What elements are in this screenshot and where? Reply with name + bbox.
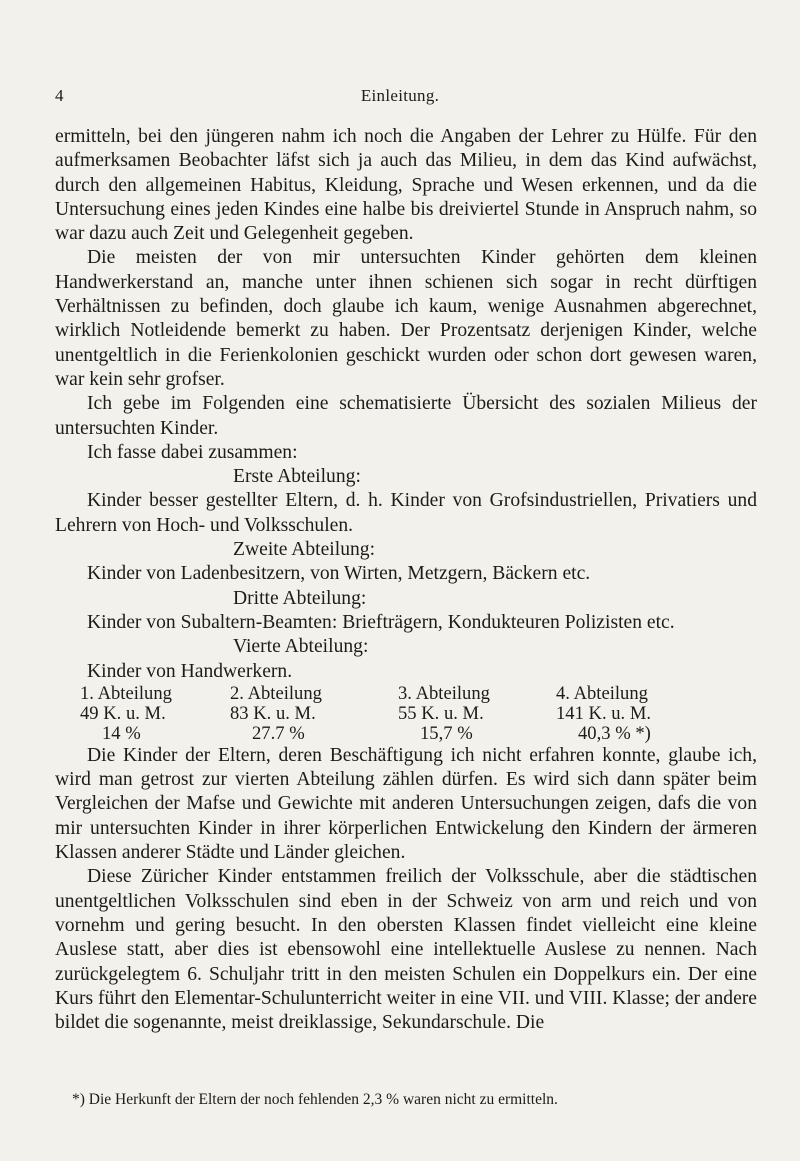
stats-label: 1. Abteilung — [80, 682, 172, 704]
stats-count: 83 K. u. M. — [230, 702, 316, 724]
stats-label-row — [80, 684, 700, 704]
stats-label: 2. Abteilung — [230, 682, 322, 704]
page-number: 4 — [55, 86, 64, 105]
running-head: Einleitung. — [360, 86, 440, 105]
stats-percent-row — [80, 724, 700, 744]
category-heading: Vierte Abteilung: — [233, 636, 369, 658]
stats-count: 55 K. u. M. — [398, 702, 484, 724]
stats-label: 4. Abteilung — [556, 682, 648, 704]
stats-label: 3. Abteilung — [398, 682, 490, 704]
category-heading: Dritte Abteilung: — [233, 587, 367, 609]
stats-count-row — [80, 704, 700, 724]
category-description: Kinder von Ladenbesitzern, von Wirten, Metzgern, Bäckern etc. — [87, 563, 591, 585]
paragraph: Diese Züricher Kinder entstammen freilich der Volksschule, aber die städtischen unentgeltlichen Volksschulen sind eben in der Schweiz von arm und reich und von vornehm und gering besucht. In den obersten Klassen findet vielleicht eine kleine Auslese statt, aber dies ist ebensowohl eine intellektuelle Auslese zu nennen. Nach zurückgelegtem 6. Schuljahr tritt in den meisten Schulen ein Doppelkurs ein. Der eine Kurs führt den Elementar-Schulunterricht weiter in eine VII. und VIII. Klasse; der andere bildet die sogenannte, meist dreiklassige, Sekundarschule. Die — [55, 866, 757, 1034]
category-description: Kinder von Handwerkern. — [87, 660, 293, 682]
paragraph: Die Kinder der Eltern, deren Beschäftigung ich nicht erfahren konnte, glaube ich, wird man getrost zur vierten Abteilung zählen dürfen. Es wird sich dann später beim Vergleichen der Mafse und Gewichte mit anderen Untersuchungen zeigen, dafs die von mir untersuchten Kinder in ihrer körperlichen Entwickelung den Kindern der ärmeren Klassen anderer Städte und Länder gleichen. — [55, 744, 757, 864]
stats-percent: 15,7 % — [420, 722, 473, 744]
category-heading: Zweite Abteilung: — [233, 539, 376, 561]
paragraph: Die meisten der von mir untersuchten Kinder gehörten dem kleinen Handwerkerstand an, manche unter ihnen schienen sich sogar in recht dürftigen Verhältnissen zu befinden, doch glaube ich kaum, wenige Ausnahmen abgerechnet, wirklich Notleidende bemerkt zu haben. Der Prozentsatz derjenigen Kinder, welche unentgeltlich in die Ferienkolonien geschickt wurden oder schon dort gewesen waren, war kein sehr grofser. — [55, 247, 757, 390]
category-description: Kinder von Subaltern-Beamten: Briefträgern, Kondukteuren Polizisten etc. — [87, 611, 675, 633]
category-description: Kinder besser gestellter Eltern, d. h. Kinder von Grofsindustriellen, Privatiers und Lehrern von Hoch- und Volksschulen. — [55, 490, 757, 536]
stats-count: 141 K. u. M. — [556, 702, 652, 724]
stats-percent: 27.7 % — [252, 722, 305, 744]
paragraph: Ich fasse dabei zusammen: — [87, 441, 298, 463]
footnote: *) Die Herkunft der Eltern der noch fehlenden 2,3 % waren nicht zu ermitteln. — [72, 1091, 558, 1108]
category-heading: Erste Abteilung: — [233, 466, 361, 488]
page-header — [0, 86, 800, 110]
stats-percent: 40,3 % *) — [578, 722, 651, 744]
paragraph: ermitteln, bei den jüngeren nahm ich noch die Angaben der Lehrer zu Hülfe. Für den aufmerksamen Beobachter läfst sich ja auch das Milieu, in dem das Kind aufwächst, durch den allgemeinen Habitus, Kleidung, Sprache und Wesen erkennen, und da die Untersuchung eines jeden Kindes eine halbe bis dreiviertel Stunde in Anspruch nahm, so war dazu auch Zeit und Gelegenheit gegeben. — [55, 126, 757, 245]
category-stats-table — [80, 684, 700, 744]
stats-count: 49 K. u. M. — [80, 702, 166, 724]
body-text — [55, 125, 757, 1035]
paragraph: Ich gebe im Folgenden eine schematisierte Übersicht des sozialen Milieus der untersuchten Kinder. — [55, 393, 757, 439]
stats-percent: 14 % — [102, 722, 141, 744]
